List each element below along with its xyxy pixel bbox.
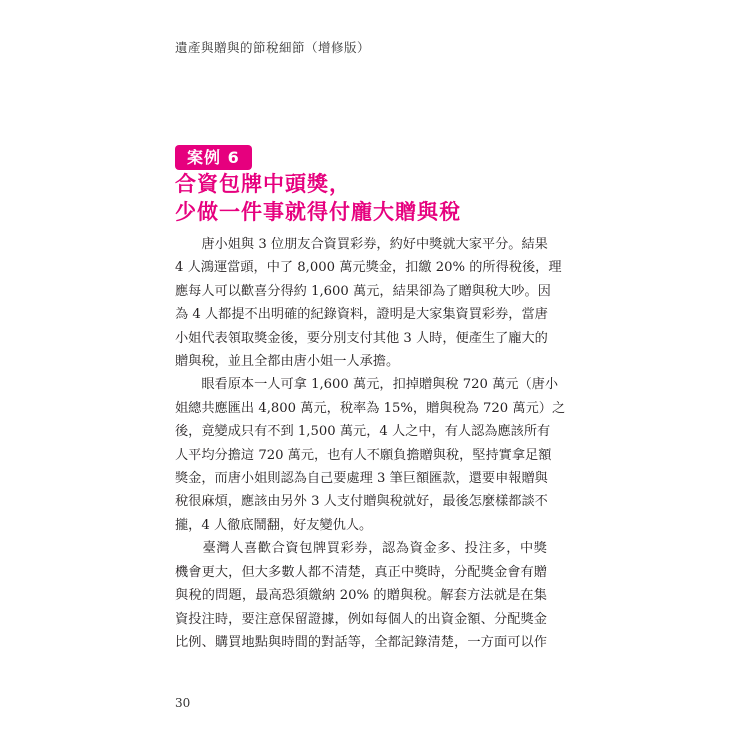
text-line: 獎金，而唐小姐則認為自己要處理 3 筆巨額匯款，還要申報贈與 [175,471,548,487]
text-line: 機會更大，但大多數人都不清楚，真正中獎時，分配獎金會有贈 [175,564,547,580]
text-line: 比例、購買地點與時間的對話等，全都記錄清楚，一方面可以作 [175,634,547,650]
running-header: 遺產與贈與的節稅細節（增修版） [175,40,371,55]
text-line: 為 4 人都提不出明確的紀錄資料，證明是大家集資買彩券，當唐 [175,307,548,323]
case-title-line-1: 合資包牌中頭獎， [175,172,351,196]
page-number: 30 [175,696,191,710]
text-line: 小姐代表領取獎金後，要分別支付其他 3 人時，便產生了龐大的 [175,330,548,346]
text-line: 唐小姐與 3 位朋友合資買彩券，約好中獎就大家平分。結果 [175,237,548,252]
paragraph-1 [175,233,562,373]
text-line: 後，竟變成只有不到 1,500 萬元，4 人之中，有人認為應該所有 [175,424,551,440]
paragraph-2 [175,373,566,537]
text-line: 4 人鴻運當頭，中了 8,000 萬元獎金，扣繳 20% 的所得稅後，理 [175,260,562,276]
text-line: 姐總共應匯出 4,800 萬元，稅率為 15%，贈與稅為 720 萬元）之 [175,400,566,416]
text-line: 攏，4 人徹底鬧翻，好友變仇人。 [175,517,373,533]
text-line: 人平均分擔這 720 萬元，也有人不願負擔贈與稅，堅持實拿足額 [175,447,552,463]
body-text [175,233,566,654]
case-title [175,170,461,226]
text-line: 臺灣人喜歡合資包牌買彩券，認為資金多、投注多，中獎 [175,541,547,557]
case-badge: 案例 6 [175,145,252,170]
text-line: 與稅的問題，最高恐須繳納 20% 的贈與稅。解套方法就是在集 [175,588,547,604]
text-line: 資投注時，要注意保留證據，例如每個人的出資金額、分配獎金 [175,611,547,627]
text-line: 應每人可以歡喜分得約 1,600 萬元，結果卻為了贈與稅大吵。因 [175,283,551,299]
text-line: 眼看原本一人可拿 1,600 萬元，扣掉贈與稅 720 萬元（唐小 [175,377,559,393]
text-line: 贈與稅，並且全都由唐小姐一人承擔。 [175,354,400,370]
text-line: 稅很麻煩，應該由另外 3 人支付贈與稅就好，最後怎麼樣都談不 [175,494,548,510]
case-title-line-2: 少做一件事就得付龐大贈與稅 [175,200,461,224]
paragraph-3 [175,537,547,654]
